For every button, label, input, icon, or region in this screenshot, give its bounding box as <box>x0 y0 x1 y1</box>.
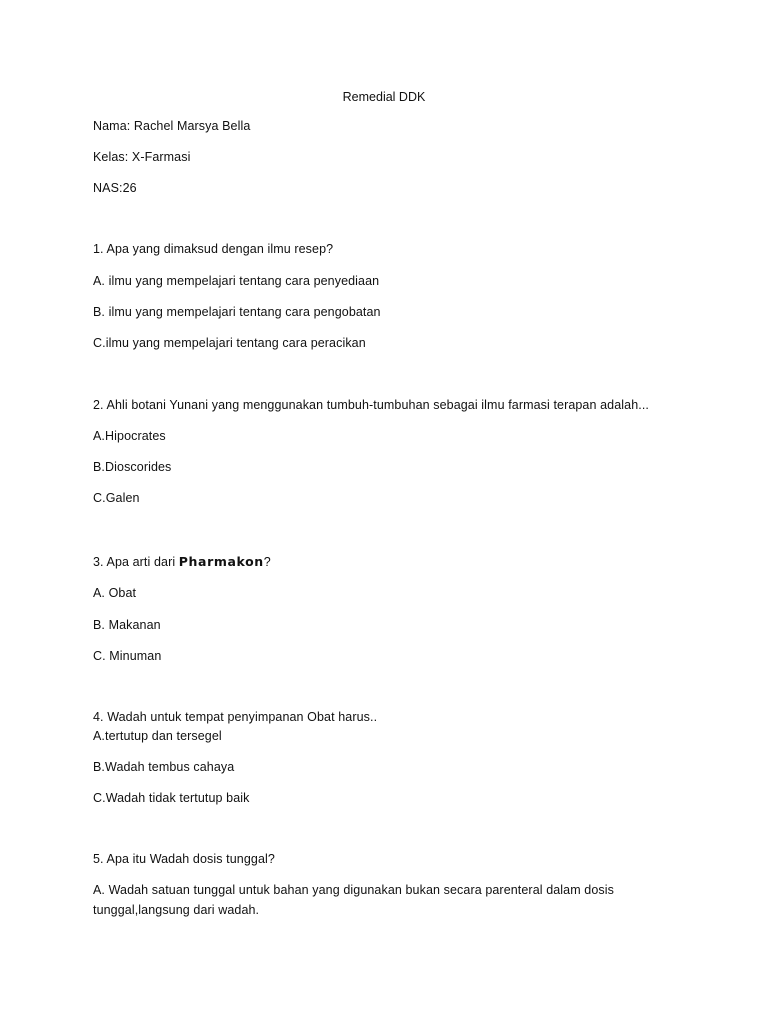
question-4-option-a: A.tertutup dan tersegel <box>93 729 222 743</box>
question-3-option-a: A. Obat <box>93 586 137 600</box>
question-2-option-b: B.Dioscorides <box>93 460 172 474</box>
question-3-option-c: C. Minuman <box>93 649 162 663</box>
question-4: 4. Wadah untuk tempat penyimpanan Obat harus.. <box>93 710 378 724</box>
question-1-option-b: B. ilmu yang mempelajari tentang cara pengobatan <box>93 305 381 319</box>
question-1-option-c: C.ilmu yang mempelajari tentang cara peracikan <box>93 336 366 350</box>
question-5-option-a-line-2: tunggal,langsung dari wadah. <box>93 903 260 917</box>
question-3-term: Pharmakon <box>178 554 264 569</box>
question-3-prefix: 3. Apa arti dari <box>93 555 179 569</box>
question-3 <box>93 554 271 570</box>
question-2: 2. Ahli botani Yunani yang menggunakan tumbuh-tumbuhan sebagai ilmu farmasi terapan adalah... <box>93 398 649 412</box>
question-3-suffix: ? <box>263 555 271 569</box>
question-1: 1. Apa yang dimaksud dengan ilmu resep? <box>93 242 334 256</box>
question-5: 5. Apa itu Wadah dosis tunggal? <box>93 852 275 866</box>
question-4-option-b: B.Wadah tembus cahaya <box>93 760 235 774</box>
question-2-option-a: A.Hipocrates <box>93 429 166 443</box>
question-4-option-c: C.Wadah tidak tertutup baik <box>93 791 250 805</box>
document-title: Remedial DDK <box>342 90 426 104</box>
question-3-option-b: B. Makanan <box>93 618 161 632</box>
question-1-option-a: A. ilmu yang mempelajari tentang cara penyediaan <box>93 274 380 288</box>
student-class: Kelas: X-Farmasi <box>93 150 191 164</box>
student-nas: NAS:26 <box>93 181 137 195</box>
question-5-option-a-line-1: A. Wadah satuan tunggal untuk bahan yang digunakan bukan secara parenteral dalam dosis <box>93 883 614 897</box>
student-name: Nama: Rachel Marsya Bella <box>93 119 251 133</box>
question-2-option-c: C.Galen <box>93 491 140 505</box>
